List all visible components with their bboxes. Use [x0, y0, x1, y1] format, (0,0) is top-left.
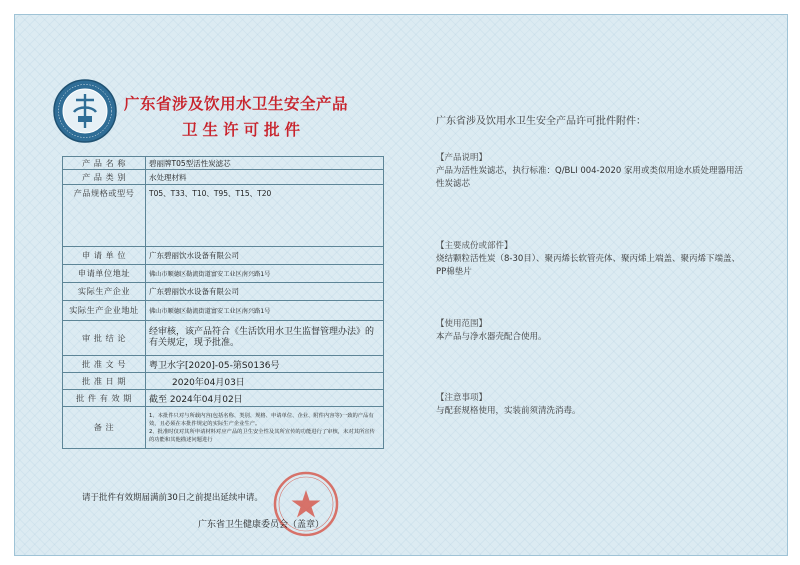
value-spec-model: T05、T33、T10、T95、T15、T20: [146, 185, 384, 247]
label-remarks: 备 注: [63, 407, 146, 449]
label-manufacturer: 实际生产企业: [63, 283, 146, 301]
annex-usage-scope-heading: 【使用范围】: [436, 319, 488, 329]
annex-product-desc: [436, 152, 746, 191]
remark-item: 1、本批件只对与所载内容(包括名称、类别、规格、申请单位、企业、附件内容等)一致的产品有效，且必须在本批件规定的实际生产企业生产。: [149, 412, 374, 427]
value-remarks: [146, 407, 384, 449]
row-applicant: [63, 247, 384, 265]
approval-form-table: [62, 156, 384, 449]
label-applicant: 申 请 单 位: [63, 247, 146, 265]
value-approval-date: 2020年04月03日: [146, 373, 384, 390]
annex-product-desc-text: 产品为活性炭滤芯，执行标准：Q/BLI 004-2020 家用或类似用途水质处理器用活性炭滤芯: [436, 166, 743, 189]
value-product-category: 水处理材料: [146, 170, 384, 185]
row-manufacturer-address: [63, 301, 384, 321]
label-approval-date: 批 准 日 期: [63, 373, 146, 390]
row-remarks: [63, 407, 384, 449]
annex-components: [436, 240, 746, 279]
label-approval-no: 批 准 文 号: [63, 356, 146, 373]
row-conclusion: [63, 321, 384, 356]
row-product-category: [63, 170, 384, 185]
annex-usage-scope: [436, 318, 746, 344]
value-product-name: 碧丽牌T05型活性炭滤芯: [146, 157, 384, 170]
value-applicant-address: 佛山市顺德区勒流街道富安工业区南兴路1号: [146, 265, 384, 283]
annex-product-desc-heading: 【产品说明】: [436, 153, 488, 163]
annex-notes-heading: 【注意事项】: [436, 393, 488, 403]
row-validity: [63, 390, 384, 407]
certificate-title: 广东省涉及饮用水卫生安全产品: [124, 95, 349, 113]
label-product-category: 产 品 类 别: [63, 170, 146, 185]
label-spec-model: 产品规格或型号: [63, 185, 146, 247]
value-validity: 截至 2024年04月02日: [146, 390, 384, 407]
annex-header: 广东省涉及饮用水卫生安全产品许可批件附件：: [436, 116, 646, 127]
label-manufacturer-address: 实际生产企业地址: [63, 301, 146, 321]
row-spec-model: [63, 185, 384, 247]
annex-components-heading: 【主要成份或部件】: [436, 241, 513, 251]
row-product-name: [63, 157, 384, 170]
annex-components-text: 烧结颗粒活性炭（8-30目）、聚丙烯长软管壳体、聚丙烯上端盖、聚丙烯下端盖、PP棉垫片: [436, 254, 741, 277]
renewal-footnote: 请于批件有效期届满前30日之前提出延续申请。: [82, 493, 263, 503]
remark-item: 2、批准时仅对其所申请材料对应产品的卫生安全性及其所宣传的功能进行了审核，未对其所宣传的功能和其他描述问题进行: [149, 428, 375, 443]
annex-usage-scope-text: 本产品与净水器壳配合使用。: [436, 332, 547, 342]
label-product-name: 产 品 名 称: [63, 157, 146, 170]
label-applicant-address: 申请单位地址: [63, 265, 146, 283]
value-manufacturer: 广东碧丽饮水设备有限公司: [146, 283, 384, 301]
certificate-subtitle: 卫生许可批件: [182, 121, 306, 139]
annex-notes-text: 与配套规格使用，实装前须清洗消毒。: [436, 406, 581, 416]
row-approval-date: [63, 373, 384, 390]
row-applicant-address: [63, 265, 384, 283]
value-applicant: 广东碧丽饮水设备有限公司: [146, 247, 384, 265]
label-conclusion: 审 批 结 论: [63, 321, 146, 356]
row-manufacturer: [63, 283, 384, 301]
value-manufacturer-address: 佛山市顺德区勒流街道富安工业区南兴路1号: [146, 301, 384, 321]
annex-notes: [436, 392, 746, 418]
value-conclusion: 经审核，该产品符合《生活饮用水卫生监督管理办法》的有关规定，现予批准。: [146, 321, 384, 356]
value-approval-no: 粤卫水字[2020]-05-第S0136号: [146, 356, 384, 373]
issuer-signature: 广东省卫生健康委员会（盖章）: [198, 520, 325, 530]
health-commission-emblem-icon: [52, 78, 118, 144]
row-approval-no: [63, 356, 384, 373]
label-validity: 批 件 有 效 期: [63, 390, 146, 407]
